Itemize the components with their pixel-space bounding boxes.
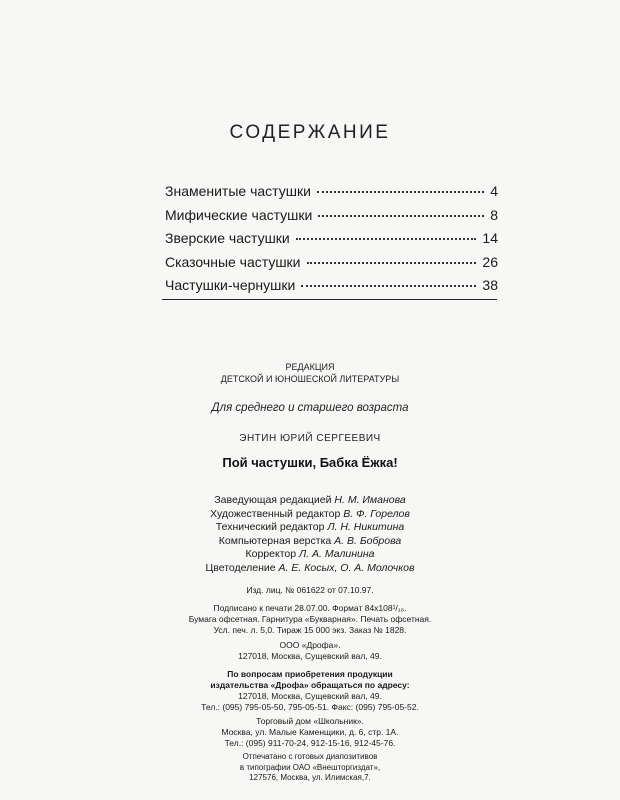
audience-note: Для среднего и старшего возраста <box>211 402 409 414</box>
staff-role: Корректор <box>245 548 297 560</box>
toc-item <box>165 230 498 254</box>
toc-item-label: Зверские частушки <box>165 230 290 246</box>
staff-row <box>0 494 620 508</box>
editorial-line-1: РЕДАКЦИЯ <box>285 362 335 372</box>
purchase-line: 127018, Москва, Сущевский вал, 49. <box>238 691 382 701</box>
staff-name: А. В. Боброва <box>334 534 402 547</box>
toc-item-page: 38 <box>482 277 498 293</box>
toc-leader-dots <box>301 283 476 287</box>
table-of-contents <box>165 183 498 301</box>
publisher-line: ООО «Дрофа». <box>279 640 341 650</box>
staff-role: Компьютерная верстка <box>218 534 332 547</box>
toc-leader-dots <box>307 260 477 264</box>
printer-line: в типографии ОАО «Внешторгиздат», <box>239 762 381 772</box>
toc-item-label: Сказочные частушки <box>165 253 301 270</box>
printer-line: Отпечатано с готовых диапозитивов <box>242 752 378 761</box>
toc-item-label: Знаменитые частушки <box>165 183 311 199</box>
print-line: Усл. печ. л. 5,0. Тираж 15 000 экз. Заказ № 1828. <box>213 625 407 635</box>
staff-row <box>0 548 620 562</box>
print-line: Бумага офсетная. Гарнитура «Букварная». Печать офсетная. <box>188 614 432 624</box>
divider <box>162 299 497 300</box>
print-details <box>0 603 620 636</box>
toc-leader-dots <box>317 189 484 193</box>
toc-item-label: Мифические частушки <box>165 206 313 223</box>
staff-name: В. Ф. Горелов <box>343 507 410 520</box>
toc-item <box>165 254 498 278</box>
staff-role: Цветоделение <box>205 561 276 574</box>
print-line: Подписано к печати 28.07.00. Формат 84x108¹/₁₆. <box>213 603 407 613</box>
printer-block <box>0 752 620 784</box>
staff-role: Художественный редактор <box>210 507 341 520</box>
toc-item-page: 14 <box>482 230 498 246</box>
trade-line: Торговый дом «Школьник». <box>256 716 364 726</box>
staff-name: Л. Н. Никитина <box>327 521 405 533</box>
toc-item <box>165 183 498 207</box>
toc-item <box>165 277 498 301</box>
staff-name: Л. А. Малинина <box>299 548 375 560</box>
publisher-line: 127018, Москва, Сущевский вал, 49. <box>238 651 382 661</box>
staff-role: Технический редактор <box>215 521 325 533</box>
trade-house-block <box>0 716 620 749</box>
staff-role: Заведующая редакцией <box>214 494 332 506</box>
editorial-line-2: ДЕТСКОЙ И ЮНОШЕСКОЙ ЛИТЕРАТУРЫ <box>220 374 400 384</box>
toc-leader-dots <box>296 236 477 240</box>
purchase-line: издательства «Дрофа» обращаться по адресу: <box>210 680 410 690</box>
purchase-block <box>0 669 620 713</box>
staff-row <box>0 562 620 576</box>
trade-line: Тел.: (095) 911-70-24, 912-15-16, 912-45-76. <box>224 738 396 748</box>
staff-row <box>0 535 620 549</box>
staff-list <box>0 494 620 575</box>
toc-item-page: 4 <box>490 183 498 199</box>
toc-title: СОДЕРЖАНИЕ <box>229 122 391 143</box>
license-line: Изд. лиц. № 061622 от 07.10.97. <box>246 585 374 595</box>
book-title: Пой частушки, Бабка Ёжка! <box>222 455 398 470</box>
toc-item-label: Частушки-чернушки <box>165 277 296 293</box>
author-name: ЭНТИН ЮРИЙ СЕРГЕЕВИЧ <box>239 433 381 444</box>
purchase-line: По вопросам приобретения продукции <box>227 669 393 679</box>
trade-line: Москва, ул. Малые Каменщики, д. 6, стр. 1А. <box>221 727 399 737</box>
toc-item-page: 8 <box>490 206 498 223</box>
staff-name: Н. М. Иманова <box>334 494 406 506</box>
purchase-line: Тел.: (095) 795-05-50, 795-05-51. Факс: (095) 795-05-52. <box>201 702 419 712</box>
staff-row <box>0 521 620 535</box>
staff-name: А. Е. Косых, О. А. Молочков <box>278 561 415 574</box>
toc-item-page: 26 <box>482 253 498 270</box>
toc-item <box>165 207 498 231</box>
publisher-block <box>0 640 620 662</box>
staff-row <box>0 508 620 522</box>
printer-line: 127576, Москва, ул. Илимская,7. <box>249 773 371 782</box>
toc-leader-dots <box>318 213 484 217</box>
